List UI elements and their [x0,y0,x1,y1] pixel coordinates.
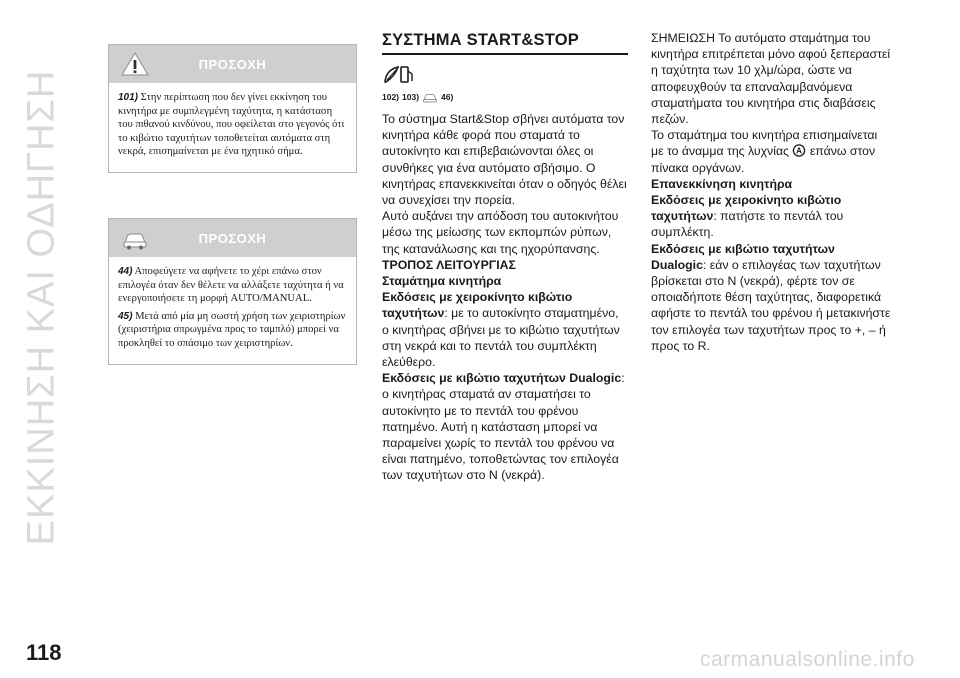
icon-row [382,61,628,87]
manual-text: : πατήστε το πεντάλ του συμπλέκτη. [651,209,844,240]
warning-text: Στην περίπτωση που δεν γίνει εκκίνηση του κινητήρα με συμπλεγμένη ταχύτητα, η κατάσταση του πιθανού κινδύνου, που οφείλεται στο γεγονός ότι το κιβώτιο ταχυτήτων τοποθετείται αυτόματα στη νεκρά, επισημαίνεται με ένα ηχητικό σήμα. [118,92,345,158]
manual-label: Εκδόσεις με χειροκίνητο κιβώτιο ταχυτήτων [382,290,573,321]
benefit-paragraph: Αυτό αυξάνει την απόδοση του αυτοκινήτου μέσω της μείωσης των εκπομπών ρύπων, της κατανάλωσης και της ηχορύπανσης. [382,209,619,256]
start-stop-indicator-icon [792,144,806,157]
car-icon [422,90,438,104]
dualogic-restart-paragraph [651,241,891,354]
warning-title-2: ΠΡΟΣΟΧΗ [198,230,267,246]
chapter-title-text: ΕΚΚΙΝΗΣΗ ΚΑΙ ΟΔΗΓΗΣΗ [20,69,63,545]
manual-label: Εκδόσεις με χειροκίνητο κιβώτιο ταχυτήτων [651,193,842,224]
warning-title-1: ΠΡΟΣΟΧΗ [198,56,267,72]
ref-number: 46) [441,91,454,102]
indicator-paragraph [651,127,891,176]
warning-triangle-icon [121,51,149,77]
dualogic-text: : ο κινητήρας σταματά αν σταματήσει το αυτοκίνητο με το πεντάλ του φρένου πατημένο. Αυτή η κατάσταση μπορεί να παραμείνει χωρίς το πεντάλ του φρένου να είναι πατημένο, τοποθετώντας τον επιλογέα των ταχυτήτων στο N (νεκρά). [382,371,625,483]
warning-text: Μετά από μία μη σωστή χρήση των χειριστηρίων (χειριστήρια σπρωγμένα προς το ταμπλό) μπορεί να προκληθεί το σπάσιμο των χειριστηρίων. [118,310,346,349]
car-icon [121,225,149,251]
warning-ref: 45) [118,310,133,322]
warning-body-1 [109,83,356,172]
mode-heading: ΤΡΟΠΟΣ ΛΕΙΤΟΥΡΓΙΑΣ [382,257,516,272]
warning-box-2 [108,218,357,365]
warning-body-2 [109,257,356,364]
warning-ref: 101) [118,92,139,103]
warning-header-1 [109,45,356,83]
dualogic-label: Εκδόσεις με κιβώτιο ταχυτήτων Dualogic [382,371,622,386]
column-notes [651,30,891,354]
dualogic-stop-paragraph [382,370,628,483]
indicator-text-post: επάνω στον πίνακα οργάνων. [651,144,876,175]
warning-header-2 [109,219,356,257]
column-start-stop [382,30,628,484]
indicator-text-pre: Το σταμάτημα του κινητήρα επισημαίνεται με το άναμμα της λυχνίας [651,128,878,159]
warning-box-1 [108,44,357,173]
stop-heading: Σταμάτημα κινητήρα [382,274,502,289]
warning-text: Αποφεύγετε να αφήνετε το χέρι επάνω στον επιλογέα όταν δεν θέλετε να αλλάξετε ταχύτητα ή να ενεργοποιήσετε τη μορφή AUTO/MANUAL. [118,266,344,305]
warning-ref: 44) [118,266,133,277]
watermark: carmanualsonline.info [700,648,915,671]
manual-stop-paragraph [382,289,628,370]
manual-restart-paragraph [651,192,891,241]
note-paragraph: ΣΗΜΕΙΩΣΗ Το αυτόματο σταμάτημα του κινητήρα επιτρέπεται μόνο αφού ξεπεραστεί η ταχύτητα των 10 χλμ/ώρα, ώστε να αποφευχθούν τα επαναλαμβανόμενα σταματήματα του κινητήρα στις διαβάσεις πεζών. [651,31,891,127]
intro-paragraph: Το σύστημα Start&Stop σβήνει αυτόματα τον κινητήρα κάθε φορά που σταματά το αυτοκίνητο και επιβεβαιώνονται όλες οι συνθήκες για ένα αυτόματο σβήσιμο. Ο κινητήρας επανεκκινείται όταν ο οδηγός θέλει να συνεχίσει την πορεία. [382,112,627,208]
manual-text: : με το αυτοκίνητο σταματημένο, ο κινητήρας σβήνει με το κιβώτιο ταχυτήτων στη νεκρά και το πεντάλ του συμπλέκτη ελεύθερο. [382,306,620,370]
dualogic-text: : εάν ο επιλογέας των ταχυτήτων βρίσκεται στο N (νεκρά), φέρτε τον σε οποιαδήποτε θέση ταχύτητας, διαφορετικά αφήστε το πεντάλ του φρένου ή μετακινήστε τον επιλογέα των ταχυτήτων προς το +, – ή προς το R. [651,257,891,353]
references-row [382,89,628,105]
ref-number: 102) [382,91,400,102]
ref-number: 103) [402,91,420,102]
chapter-side-title [14,22,70,592]
page-number: 118 [26,640,62,665]
section-title: ΣΥΣΤΗΜΑ START&STOP [382,30,628,55]
svg-text:A: A [796,146,803,156]
eco-leaf-fuel-icon [382,62,416,86]
restart-heading: Επανεκκίνηση κινητήρα [651,176,793,191]
dualogic-label: Εκδόσεις με κιβώτιο ταχυτήτων Dualogic [651,241,835,272]
